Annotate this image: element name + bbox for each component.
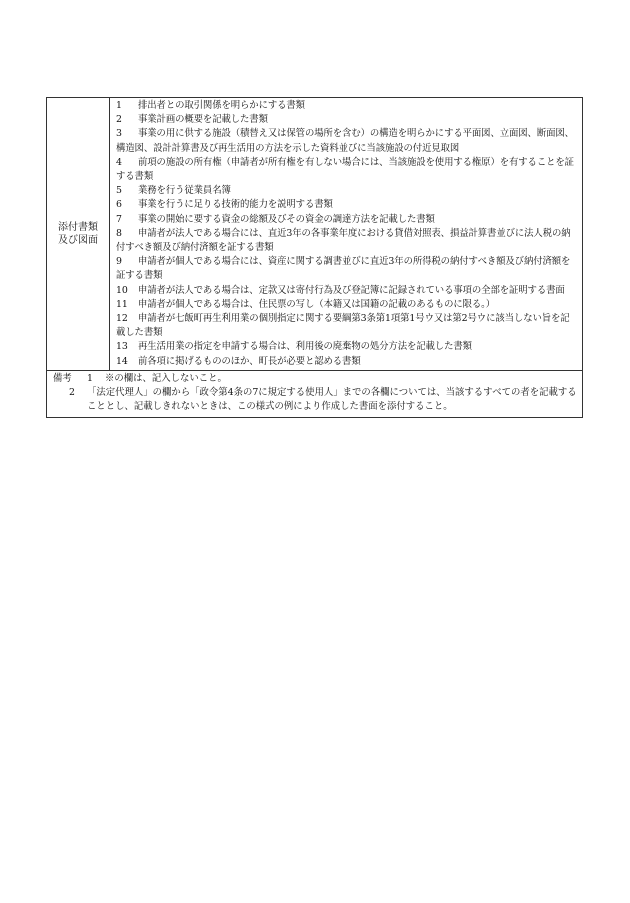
list-item: 4 前項の施設の所有権（申請者が所有権を有しない場合には、当該施設を使用する権原）を有することを証する書類 (116, 156, 574, 183)
list-item: 10 申請者が法人である場合は、定款又は寄付行為及び登記簿に記録されている事項の全部を証明する書面 (116, 284, 565, 296)
remarks-label: 備考 (53, 372, 72, 384)
list-item: 11 申請者が個人である場合は、住民票の写し（本籍又は国籍の記載のあるものに限る。） (116, 298, 496, 310)
list-item: 6 事業を行うに足りる技術的能力を説明する書類 (116, 199, 333, 211)
list-item: 5 業務を行う従業員名簿 (116, 185, 231, 197)
remarks-note-1: 備考 1 ※の欄は、記入しないこと。 (53, 372, 578, 386)
list-item: 2 事業計画の概要を記載した書類 (116, 114, 268, 126)
list-item: 1 排出者との取引関係を明らかにする書類 (116, 100, 305, 111)
remarks-note-2: 2 「法定代理人」の欄から「政令第4条の7に規定する使用人」までの各欄については、当該するすべての者を記載することとし、記載しきれないときは、この様式の例により作成した書面を添付すること。 (69, 387, 577, 413)
list-item: 12 申請者が七飯町再生利用業の個別指定に関する要綱第3条第1項第1号ウ又は第2号ウに該当しない旨を記載した書類 (116, 313, 570, 339)
attachment-form-sheet (46, 97, 583, 418)
attachments-row (47, 98, 583, 371)
attachments-list (110, 98, 583, 371)
remarks-cell (47, 370, 583, 418)
list-item: 13 再生活用業の指定を申請する場合は、利用後の廃棄物の処分方法を記載した書類 (116, 341, 472, 353)
list-item: 3 事業の用に供する施設（積替え又は保管の場所を含む）の構造を明らかにする平面図、立面図、断面図、構造図、設計計算書及び再生活用の方法を示した資料並びに当該施設の付近見取図 (116, 128, 574, 154)
attachments-label-line2: 及び図面 (58, 234, 98, 246)
list-item: 14 前各項に掲げるもののほか、町長が必要と認める書類 (116, 355, 361, 367)
attachments-label-line1: 添付書類 (58, 221, 98, 233)
list-item: 8 申請者が法人である場合には、直近3年の各事業年度における貸借対照表、損益計算書並びに法人税の納付すべき額及び納付済額を証する書類 (116, 227, 571, 254)
attachments-label (47, 98, 110, 371)
list-item: 9 申請者が個人である場合には、資産に関する調書並びに直近3年の所得税の納付すべき額及び納付済額を証する書類 (116, 256, 571, 282)
remarks-row (47, 370, 583, 418)
list-item: 7 事業の開始に要する資金の総額及びその資金の調達方法を記載した書類 (116, 213, 435, 225)
attachment-table (46, 97, 583, 418)
